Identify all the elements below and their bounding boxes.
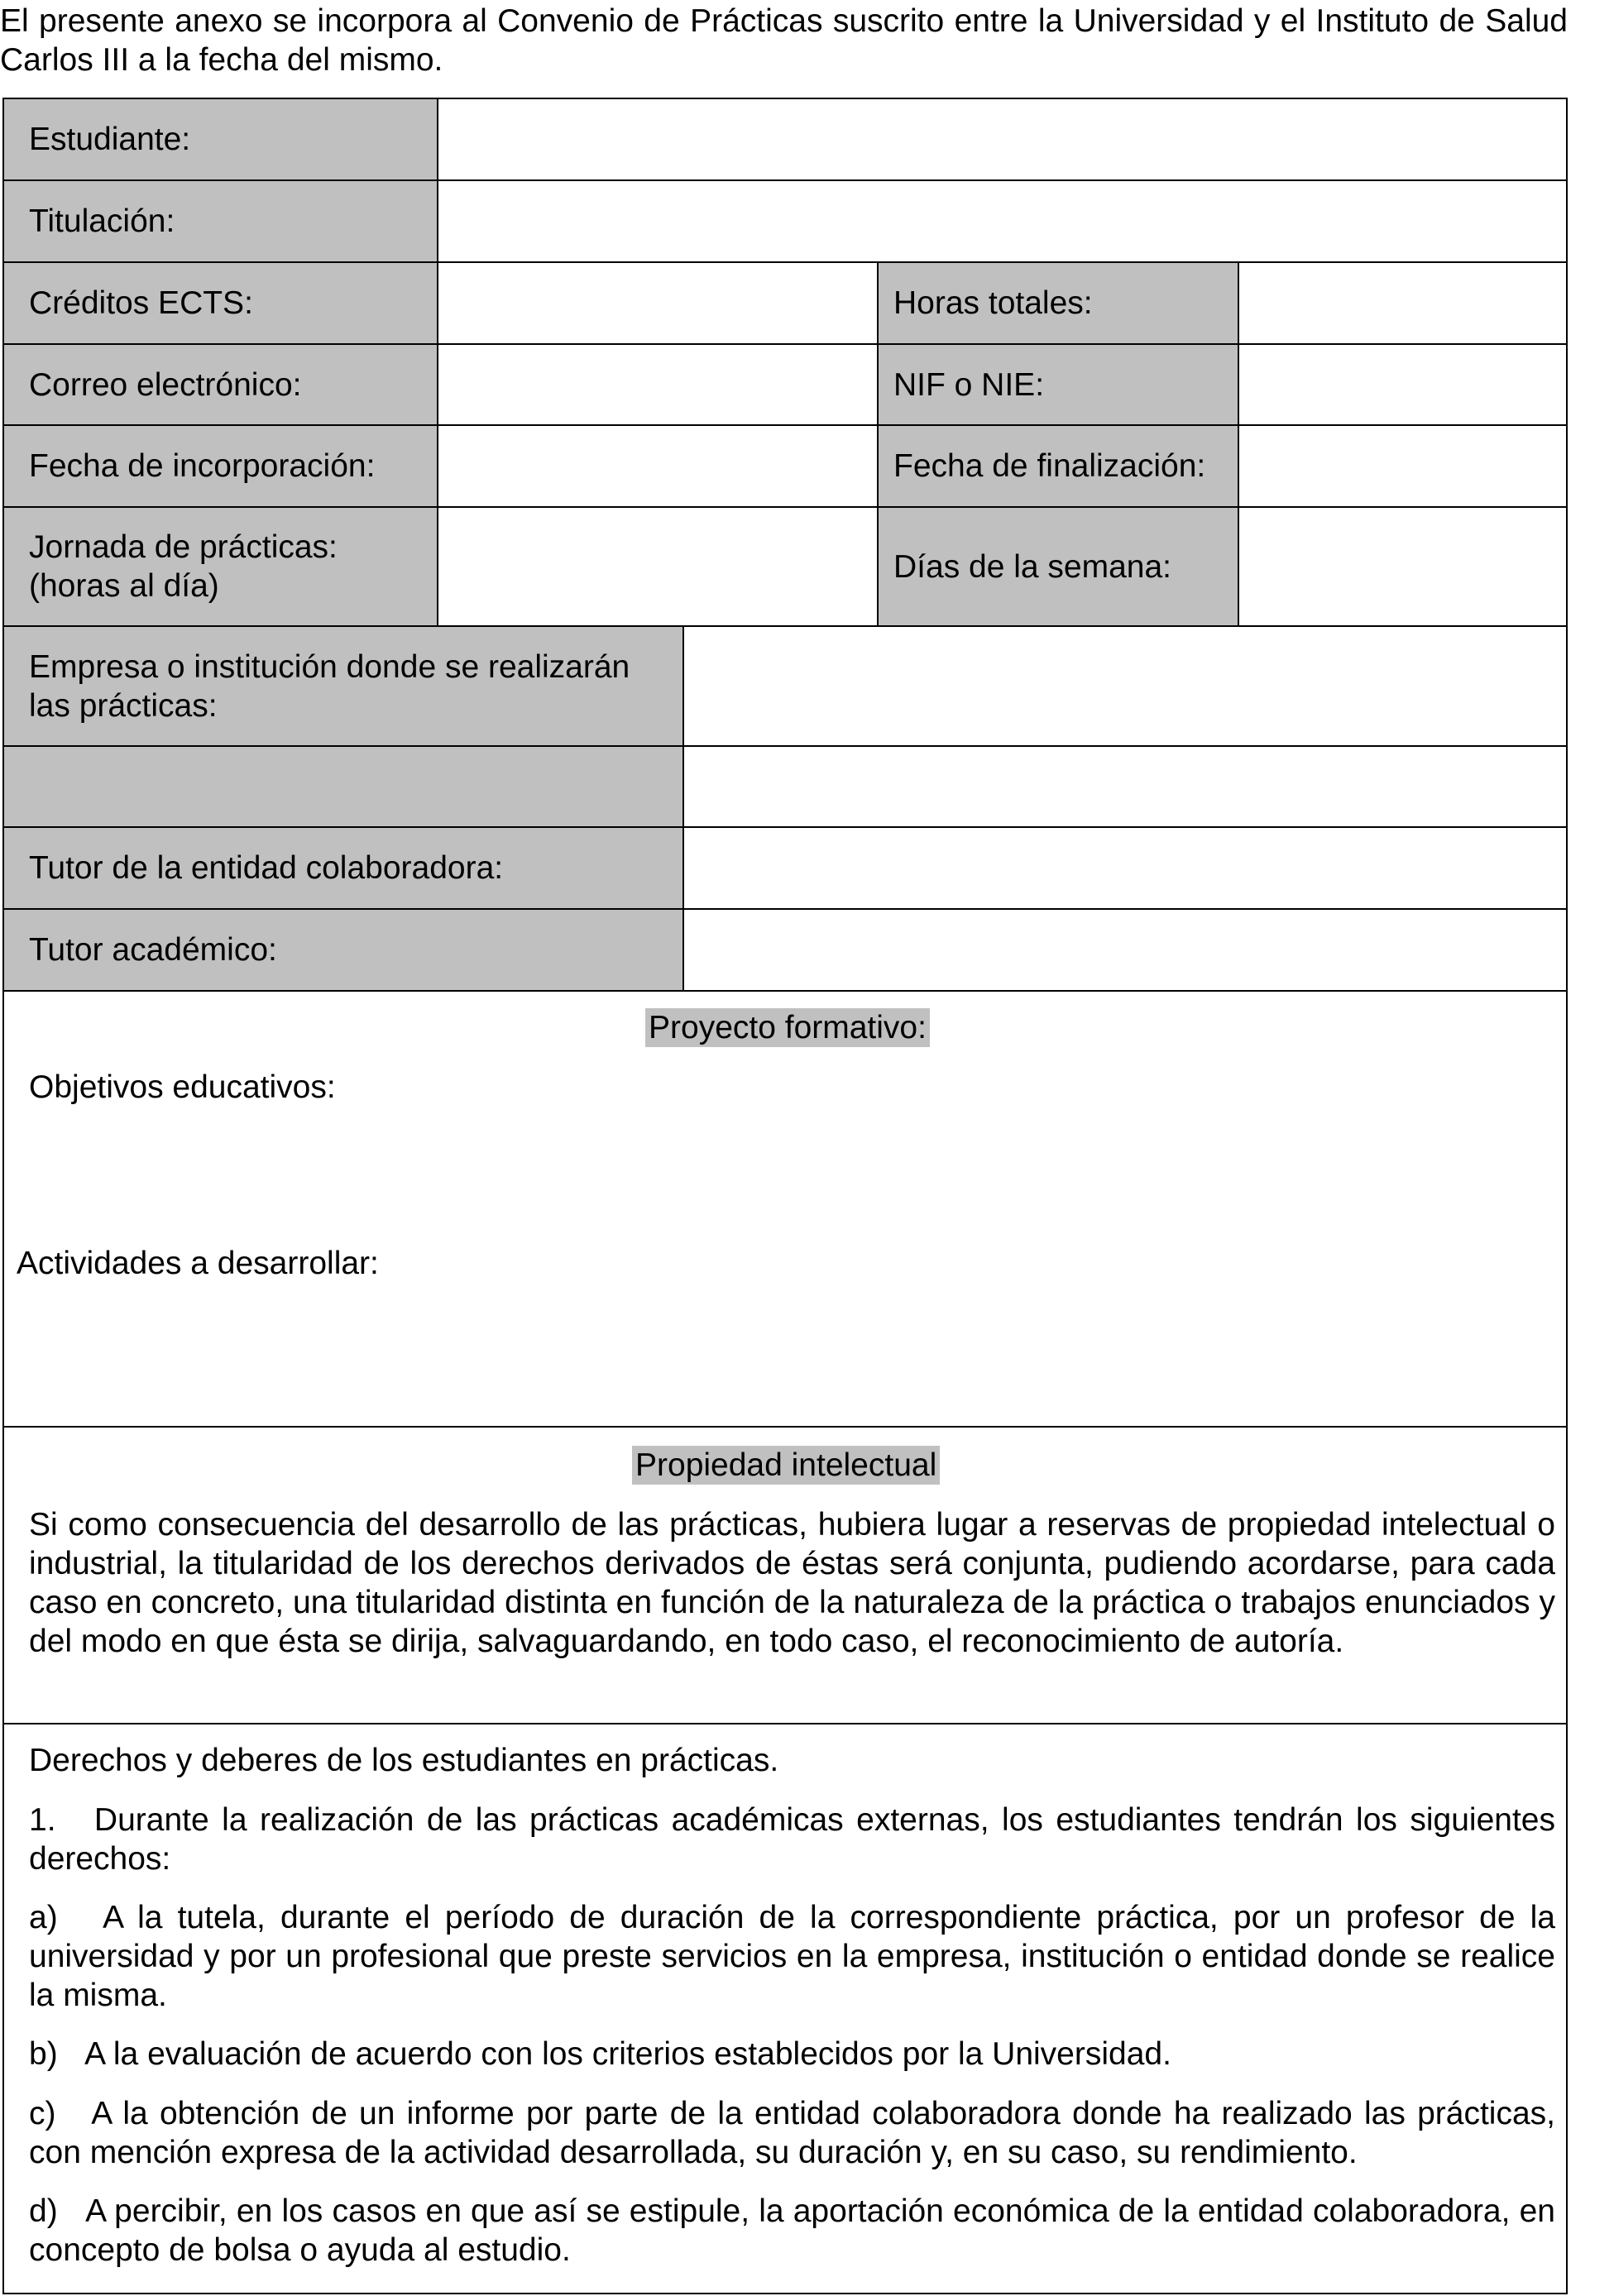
actividades-label: Actividades a desarrollar: xyxy=(17,1246,379,1281)
label-empresa: Empresa o institución donde se realizarán las prácticas: xyxy=(4,627,682,745)
section-divider xyxy=(4,1723,1566,1724)
derechos-item-a: a) A la tutela, durante el período de duración de la correspondiente práctica, por un profesor de la universidad y por un profesional que preste servicios en la empresa, institución o entidad donde se realice la misma. xyxy=(29,1900,1555,2013)
input-blank[interactable] xyxy=(684,747,1566,826)
label-correo: Correo electrónico: xyxy=(4,345,437,424)
label-tutor-entidad: Tutor de la entidad colaboradora: xyxy=(4,828,682,908)
row-divider xyxy=(4,179,1566,181)
derechos-item-b: b) A la evaluación de acuerdo con los criterios establecidos por la Universidad. xyxy=(29,2036,1171,2072)
input-tutor-academico[interactable] xyxy=(684,910,1566,990)
input-fecha-incorporacion[interactable] xyxy=(438,426,877,506)
input-titulacion[interactable] xyxy=(438,181,1566,261)
objetivos-label: Objetivos educativos: xyxy=(29,1069,336,1105)
derechos-item-c: c) A la obtención de un informe por parte de la entidad colaboradora donde ha realizado las prácticas, con mención expresa de la actividad desarrollada, su duración y, en su caso, su rendimiento. xyxy=(29,2096,1555,2170)
row-divider xyxy=(4,990,1566,992)
row-divider xyxy=(4,908,1566,910)
section-divider xyxy=(4,1426,1566,1428)
input-tutor-entidad[interactable] xyxy=(684,828,1566,908)
label-tutor-academico: Tutor académico: xyxy=(4,910,682,990)
label-blank xyxy=(4,747,682,826)
derechos-title: Derechos y deberes de los estudiantes en prácticas. xyxy=(29,1743,779,1778)
input-horas-totales[interactable] xyxy=(1239,263,1566,343)
input-dias-semana[interactable] xyxy=(1239,508,1566,625)
column-divider xyxy=(1238,261,1239,625)
label-dias-semana: Días de la semana: xyxy=(879,508,1238,625)
row-divider xyxy=(4,506,1566,508)
label-jornada: Jornada de prácticas: (horas al día) xyxy=(4,508,437,625)
input-estudiante[interactable] xyxy=(438,99,1566,179)
label-creditos-ects: Créditos ECTS: xyxy=(4,263,437,343)
training-agreement-form xyxy=(2,98,1568,2294)
input-jornada[interactable] xyxy=(438,508,877,625)
label-estudiante: Estudiante: xyxy=(4,99,437,179)
proyecto-formativo-title: Proyecto formativo: xyxy=(645,1008,930,1047)
propiedad-intelectual-text: Si como consecuencia del desarrollo de las prácticas, hubiera lugar a reservas de propiedad intelectual o industrial, la titularidad de los derechos derivados de éstas será conjunta, pudiendo acordarse, para cada caso en concreto, una titularidad distinta en función de la naturaleza de la práctica o trabajos enunciados y del modo en que ésta se dirija, salvaguardando, en todo caso, el reconocimiento de autoría. xyxy=(29,1507,1555,1659)
intro-paragraph: El presente anexo se incorpora al Convenio de Prácticas suscrito entre la Universidad y el Instituto de Salud Carlos III a la fecha del mismo. xyxy=(0,3,1568,78)
label-titulacion: Titulación: xyxy=(4,181,437,261)
propiedad-intelectual-title: Propiedad intelectual xyxy=(632,1446,940,1485)
input-fecha-finalizacion[interactable] xyxy=(1239,426,1566,506)
row-divider xyxy=(4,343,1566,345)
row-divider xyxy=(4,424,1566,426)
derechos-item-d: d) A percibir, en los casos en que así se estipule, la aportación económica de la entidad colaboradora, en concepto de bolsa o ayuda al estudio. xyxy=(29,2193,1555,2268)
label-fecha-incorporacion: Fecha de incorporación: xyxy=(4,426,437,506)
label-fecha-finalizacion: Fecha de finalización: xyxy=(879,426,1238,506)
column-divider xyxy=(877,261,879,625)
row-divider xyxy=(4,745,1566,747)
input-creditos-ects[interactable] xyxy=(438,263,877,343)
label-horas-totales: Horas totales: xyxy=(879,263,1238,343)
label-nif: NIF o NIE: xyxy=(879,345,1238,424)
input-empresa[interactable] xyxy=(684,627,1566,745)
row-divider xyxy=(4,625,1566,627)
row-divider xyxy=(4,261,1566,263)
row-divider xyxy=(4,826,1566,828)
input-nif[interactable] xyxy=(1239,345,1566,424)
derechos-item-1: 1. Durante la realización de las prácticas académicas externas, los estudiantes tendrán los siguientes derechos: xyxy=(29,1802,1555,1877)
input-correo[interactable] xyxy=(438,345,877,424)
column-divider xyxy=(437,99,438,625)
column-divider xyxy=(682,625,684,990)
